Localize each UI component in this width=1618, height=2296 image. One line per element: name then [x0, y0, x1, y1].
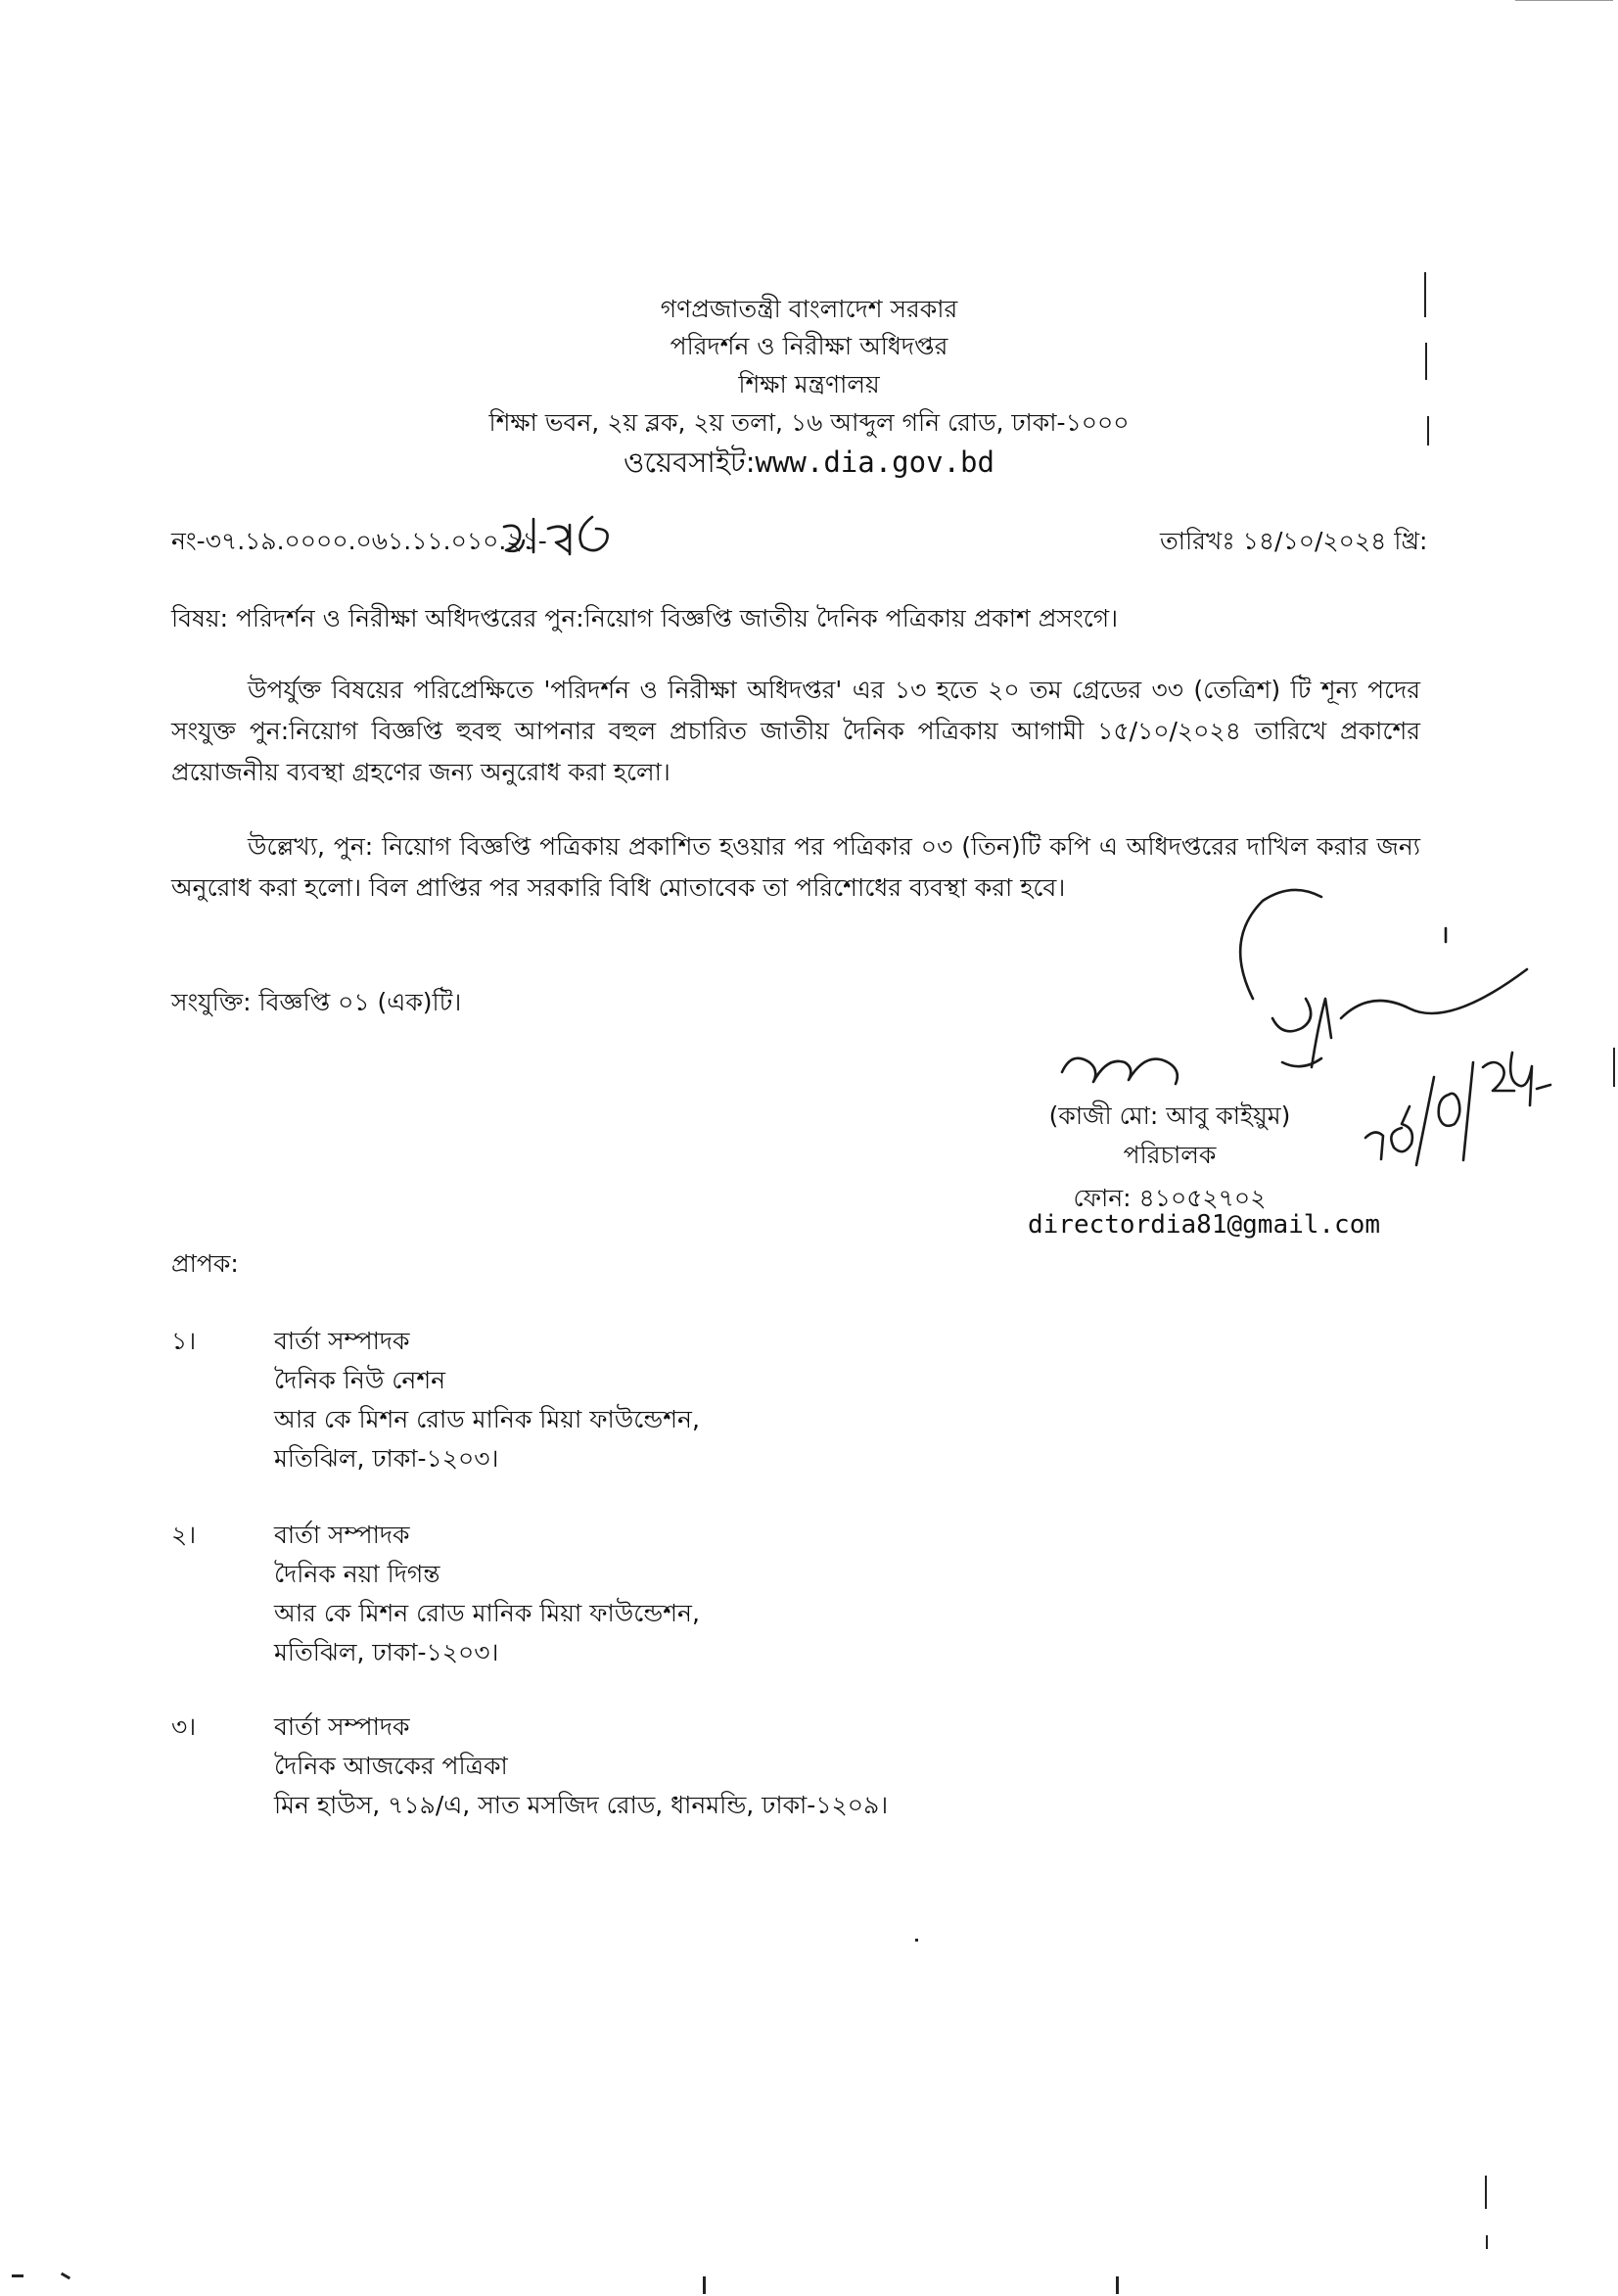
recipient-address-line-2: মতিঝিল, ঢাকা-১২০৩।: [274, 1638, 499, 1666]
scan-mark: [1486, 2235, 1488, 2249]
body-paragraph-1: উপর্যুক্ত বিষয়ের পরিপ্রেক্ষিতে 'পরিদর্শন ও নিরীক্ষা অধিদপ্তর' এর ১৩ হতে ২০ তম গ্রেডের ৩৩ (তেত্রিশ) টি শূন্য পদের সংযুক্ত পুন:নিয়োগ বিজ্ঞপ্তি হুবহু আপনার বহুল প্রচারিত জাতীয় দৈনিক পত্রিকায় আগামী ১৫/১০/২০২৪ তারিখে প্রকাশের প্রয়োজনীয় ব্যবস্থা গ্রহণের জন্য অনুরোধ করা হলো।: [171, 676, 1420, 786]
scan-mark: [703, 2276, 706, 2294]
scan-mark: [1116, 2276, 1119, 2294]
recipient-address-line-2: মতিঝিল, ঢাকা-১২০৩।: [274, 1444, 499, 1473]
recipient-number: ২।: [171, 1521, 197, 1549]
handwritten-date: [1365, 1053, 1550, 1165]
scan-mark: [1424, 272, 1426, 317]
website-label: ওয়েবসাইট:: [624, 445, 756, 479]
scan-mark: [1425, 343, 1427, 380]
subject-line: বিষয়: পরিদর্শন ও নিরীক্ষা অধিদপ্তরের পুন:নিয়োগ বিজ্ঞপ্তি জাতীয় দৈনিক পত্রিকায় প্রকাশ প্রসংগে।: [171, 604, 1119, 633]
website-link[interactable]: www.dia.gov.bd: [755, 445, 994, 479]
recipient-newspaper: দৈনিক আজকের পত্রিকা: [274, 1752, 508, 1780]
signature-scrawl: [1062, 890, 1527, 1084]
scan-mark: [1515, 0, 1613, 1]
scan-mark: [1427, 416, 1429, 445]
ministry-title: শিক্ষা মন্ত্রণালয়: [738, 370, 880, 398]
recipient-address-line-1: আর কে মিশন রোড মানিক মিয়া ফাউন্ডেশন,: [274, 1405, 700, 1433]
scan-mark: [1613, 1048, 1615, 1087]
recipients-label: প্রাপক:: [171, 1249, 239, 1278]
recipient-address-line-1: মিন হাউস, ৭১৯/এ, সাত মসজিদ রোড, ধানমন্ডি, ঢাকা-১২০৯।: [274, 1791, 889, 1819]
signatory-designation: পরিচালক: [1123, 1141, 1217, 1169]
recipient-number: ১।: [171, 1327, 197, 1355]
memo-date: তারিখঃ ১৪/১০/২০২৪ খ্রি:: [1160, 527, 1428, 555]
recipient-number: ৩।: [171, 1712, 197, 1741]
signatory-email[interactable]: directordia81@gmail.com: [1027, 1210, 1381, 1240]
handwritten-memo-suffix: [504, 517, 608, 554]
signatory-name: (কাজী মো: আবু কাইয়ুম): [1048, 1101, 1291, 1130]
scan-mark: [915, 1939, 918, 1942]
scan-mark: [12, 2274, 23, 2277]
recipient-title: বার্তা সম্পাদক: [274, 1521, 410, 1549]
directorate-title: পরিদর্শন ও নিরীক্ষা অধিদপ্তর: [670, 332, 948, 360]
recipient-title: বার্তা সম্পাদক: [274, 1712, 410, 1741]
recipient-newspaper: দৈনিক নিউ নেশন: [274, 1366, 446, 1394]
scan-mark: [1485, 2176, 1487, 2209]
recipient-title: বার্তা সম্পাদক: [274, 1327, 410, 1355]
recipient-newspaper: দৈনিক নয়া দিগন্ত: [274, 1560, 440, 1588]
attachment-line: সংযুক্তি: বিজ্ঞপ্তি ০১ (এক)টি।: [171, 988, 462, 1016]
recipient-address-line-1: আর কে মিশন রোড মানিক মিয়া ফাউন্ডেশন,: [274, 1599, 700, 1627]
memo-number: নং-৩৭.১৯.০০০০.০৬১.১১.০১০.২১-: [171, 527, 547, 555]
government-title: গণপ্রজাতন্ত্রী বাংলাদেশ সরকার: [660, 295, 958, 323]
body-paragraph-2: উল্লেখ্য, পুন: নিয়োগ বিজ্ঞপ্তি পত্রিকায় প্রকাশিত হওয়ার পর পত্রিকার ০৩ (তিন)টি কপি এ অধিদপ্তরের দাখিল করার জন্য অনুরোধ করা হলো। বিল প্রাপ্তির পর সরকারি বিধি মোতাবেক তা পরিশোধের ব্যবস্থা করা হবে।: [171, 832, 1420, 902]
signatory-phone: ফোন: ৪১০৫২৭০২: [1073, 1184, 1267, 1212]
office-address: শিক্ষা ভবন, ২য় ব্লক, ২য় তলা, ১৬ আব্দুল গনি রোড, ঢাকা-১০০০: [488, 408, 1130, 437]
